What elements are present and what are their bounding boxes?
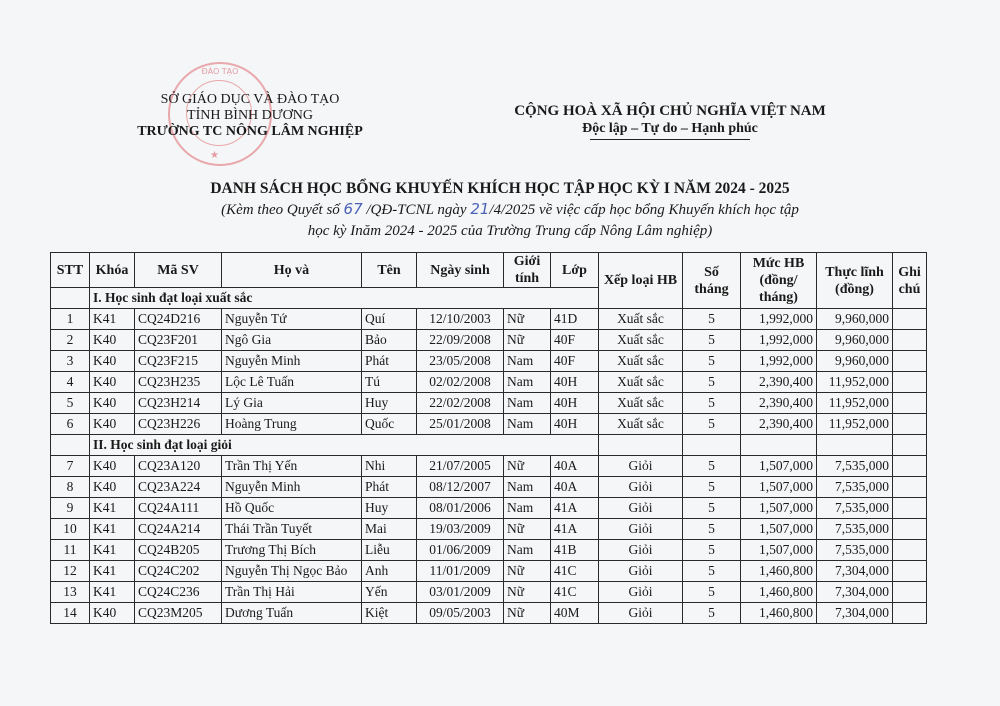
cell-ten: Huy xyxy=(362,498,417,519)
cell-muc: 1,507,000 xyxy=(741,498,817,519)
cell-ho: Ngô Gia xyxy=(222,330,362,351)
cell-tl: 11,952,000 xyxy=(817,372,893,393)
cell-xl: Giỏi xyxy=(599,582,683,603)
org-line-1: SỞ GIÁO DỤC VÀ ĐÀO TẠO xyxy=(160,92,340,107)
subtitle-part-3: /4/2025 về việc cấp học bổng Khuyến khích học tập xyxy=(489,202,799,218)
cell-khoa: K41 xyxy=(90,540,135,561)
country-name: CỘNG HOÀ XÃ HỘI CHỦ NGHĨA VIỆT NAM xyxy=(514,103,826,119)
cell-stt: 9 xyxy=(51,498,90,519)
cell-ten: Huy xyxy=(362,393,417,414)
subtitle-line-2: học kỳ Inăm 2024 - 2025 của Trường Trung cấp Nông Lâm nghiệp) xyxy=(307,223,713,239)
cell-st: 5 xyxy=(683,498,741,519)
cell-xl: Xuất sắc xyxy=(599,309,683,330)
table-row xyxy=(51,477,927,498)
cell-ghi-chu xyxy=(893,477,927,498)
cell-ma: CQ24C236 xyxy=(135,582,222,603)
cell-xl: Giỏi xyxy=(599,498,683,519)
cell-ghi-chu xyxy=(893,456,927,477)
cell-khoa: K41 xyxy=(90,561,135,582)
cell-ns: 23/05/2008 xyxy=(417,351,504,372)
cell-ho: Thái Trần Tuyết xyxy=(222,519,362,540)
cell-st: 5 xyxy=(683,351,741,372)
cell-muc: 1,992,000 xyxy=(741,309,817,330)
header-ngay-sinh: Ngày sinh xyxy=(417,253,504,288)
cell-st: 5 xyxy=(683,540,741,561)
cell-ghi-chu xyxy=(893,540,927,561)
cell-gt: Nam xyxy=(504,498,551,519)
cell-ho: Trần Thị Yến xyxy=(222,456,362,477)
cell-ho: Trần Thị Hải xyxy=(222,582,362,603)
cell-khoa: K40 xyxy=(90,456,135,477)
cell-ghi-chu xyxy=(893,309,927,330)
cell-ho: Dương Tuấn xyxy=(222,603,362,624)
cell-ho: Nguyễn Thị Ngọc Bảo xyxy=(222,561,362,582)
cell-gt: Nam xyxy=(504,477,551,498)
cell-khoa: K40 xyxy=(90,393,135,414)
cell-gt: Nữ xyxy=(504,456,551,477)
cell-ns: 11/01/2009 xyxy=(417,561,504,582)
cell-ma: CQ24A214 xyxy=(135,519,222,540)
cell-muc: 1,992,000 xyxy=(741,351,817,372)
cell-muc: 2,390,400 xyxy=(741,414,817,435)
cell-st: 5 xyxy=(683,372,741,393)
cell-st: 5 xyxy=(683,330,741,351)
national-header xyxy=(498,102,842,140)
cell-muc: 1,460,800 xyxy=(741,561,817,582)
cell-gt: Nữ xyxy=(504,561,551,582)
cell-st: 5 xyxy=(683,414,741,435)
cell-ten: Yến xyxy=(362,582,417,603)
cell-gt: Nam xyxy=(504,351,551,372)
cell-ns: 19/03/2009 xyxy=(417,519,504,540)
table-row xyxy=(51,561,927,582)
cell-ns: 22/09/2008 xyxy=(417,330,504,351)
cell-ten: Mai xyxy=(362,519,417,540)
cell-ghi-chu xyxy=(893,372,927,393)
cell-xl: Giỏi xyxy=(599,561,683,582)
cell-xl: Xuất sắc xyxy=(599,393,683,414)
subtitle-part-1: (Kèm theo Quyết số xyxy=(221,202,344,218)
cell-xl: Giỏi xyxy=(599,519,683,540)
cell-lop: 40F xyxy=(551,351,599,372)
cell-gt: Nam xyxy=(504,414,551,435)
cell-ghi-chu xyxy=(893,330,927,351)
document-subtitle xyxy=(150,199,870,242)
cell-ghi-chu xyxy=(893,498,927,519)
cell-stt: 3 xyxy=(51,351,90,372)
cell-khoa: K41 xyxy=(90,309,135,330)
cell-st: 5 xyxy=(683,393,741,414)
cell-ho: Hoàng Trung xyxy=(222,414,362,435)
cell-ns: 08/12/2007 xyxy=(417,477,504,498)
cell-ghi-chu xyxy=(893,582,927,603)
cell-ghi-chu xyxy=(893,519,927,540)
motto-underline xyxy=(590,139,750,140)
cell-stt: 7 xyxy=(51,456,90,477)
cell-xl: Xuất sắc xyxy=(599,414,683,435)
cell-lop: 40A xyxy=(551,477,599,498)
table-row xyxy=(51,414,927,435)
cell-ghi-chu xyxy=(893,393,927,414)
header-ma-sv: Mã SV xyxy=(135,253,222,288)
table-row xyxy=(51,456,927,477)
cell-ns: 01/06/2009 xyxy=(417,540,504,561)
cell-xl: Giỏi xyxy=(599,540,683,561)
cell-ns: 22/02/2008 xyxy=(417,393,504,414)
cell-lop: 40M xyxy=(551,603,599,624)
cell-gt: Nữ xyxy=(504,330,551,351)
org-line-2: TỈNH BÌNH DƯƠNG xyxy=(187,108,313,123)
cell-tl: 7,535,000 xyxy=(817,477,893,498)
cell-lop: 40F xyxy=(551,330,599,351)
cell-st: 5 xyxy=(683,582,741,603)
section-1-stt xyxy=(51,288,90,309)
table-row xyxy=(51,498,927,519)
cell-ten: Phát xyxy=(362,477,417,498)
cell-ma: CQ23H226 xyxy=(135,414,222,435)
cell-st: 5 xyxy=(683,309,741,330)
cell-lop: 41C xyxy=(551,582,599,603)
cell-ma: CQ23A224 xyxy=(135,477,222,498)
scholarship-table xyxy=(50,252,927,624)
table-row xyxy=(51,330,927,351)
cell-xl: Xuất sắc xyxy=(599,330,683,351)
header-khoa: Khóa xyxy=(90,253,135,288)
cell-ten: Bảo xyxy=(362,330,417,351)
cell-stt: 11 xyxy=(51,540,90,561)
cell-ho: Lý Gia xyxy=(222,393,362,414)
cell-tl: 7,304,000 xyxy=(817,561,893,582)
cell-tl: 9,960,000 xyxy=(817,330,893,351)
stamp-star-icon: ★ xyxy=(210,150,219,161)
cell-khoa: K40 xyxy=(90,372,135,393)
cell-ma: CQ23M205 xyxy=(135,603,222,624)
cell-ho: Hồ Quốc xyxy=(222,498,362,519)
handwritten-decision-number: 67 xyxy=(343,200,363,218)
cell-ten: Anh xyxy=(362,561,417,582)
cell-gt: Nữ xyxy=(504,603,551,624)
cell-ten: Quí xyxy=(362,309,417,330)
cell-xl: Xuất sắc xyxy=(599,372,683,393)
cell-st: 5 xyxy=(683,456,741,477)
cell-ma: CQ24C202 xyxy=(135,561,222,582)
cell-ns: 08/01/2006 xyxy=(417,498,504,519)
header-ghi-chu: Ghi chú xyxy=(893,253,927,309)
section-2-title: II. Học sinh đạt loại giỏi xyxy=(90,435,599,456)
cell-tl: 7,304,000 xyxy=(817,582,893,603)
cell-khoa: K41 xyxy=(90,519,135,540)
cell-stt: 5 xyxy=(51,393,90,414)
cell-gt: Nữ xyxy=(504,519,551,540)
cell-khoa: K40 xyxy=(90,603,135,624)
cell-ho: Lộc Lê Tuấn xyxy=(222,372,362,393)
cell-lop: 41B xyxy=(551,540,599,561)
cell-lop: 40H xyxy=(551,372,599,393)
cell-stt: 1 xyxy=(51,309,90,330)
cell-stt: 6 xyxy=(51,414,90,435)
header-ten: Tên xyxy=(362,253,417,288)
cell-khoa: K40 xyxy=(90,414,135,435)
cell-lop: 40H xyxy=(551,414,599,435)
cell-lop: 41D xyxy=(551,309,599,330)
cell-ten: Tú xyxy=(362,372,417,393)
cell-st: 5 xyxy=(683,519,741,540)
cell-tl: 9,960,000 xyxy=(817,351,893,372)
cell-ma: CQ24A111 xyxy=(135,498,222,519)
cell-stt: 4 xyxy=(51,372,90,393)
cell-st: 5 xyxy=(683,603,741,624)
cell-gt: Nam xyxy=(504,393,551,414)
cell-lop: 41A xyxy=(551,498,599,519)
cell-gt: Nam xyxy=(504,540,551,561)
section-1-title: I. Học sinh đạt loại xuất sắc xyxy=(90,288,599,309)
cell-muc: 1,507,000 xyxy=(741,456,817,477)
header-muc-hb: Mức HB (đồng/ tháng) xyxy=(741,253,817,309)
cell-ns: 25/01/2008 xyxy=(417,414,504,435)
issuer-header xyxy=(110,92,390,140)
cell-st: 5 xyxy=(683,561,741,582)
cell-tl: 7,535,000 xyxy=(817,456,893,477)
cell-muc: 2,390,400 xyxy=(741,372,817,393)
cell-ma: CQ23H235 xyxy=(135,372,222,393)
cell-muc: 1,460,800 xyxy=(741,582,817,603)
cell-ns: 09/05/2003 xyxy=(417,603,504,624)
cell-khoa: K40 xyxy=(90,351,135,372)
cell-tl: 7,304,000 xyxy=(817,603,893,624)
table-row xyxy=(51,351,927,372)
header-thuc-linh: Thực lĩnh (đồng) xyxy=(817,253,893,309)
cell-gt: Nam xyxy=(504,372,551,393)
header-ho-va: Họ và xyxy=(222,253,362,288)
cell-muc: 1,507,000 xyxy=(741,519,817,540)
table-row xyxy=(51,519,927,540)
table-row xyxy=(51,393,927,414)
cell-lop: 41C xyxy=(551,561,599,582)
cell-khoa: K40 xyxy=(90,477,135,498)
cell-ho: Nguyễn Minh xyxy=(222,477,362,498)
header-gioi-tinh: Giới tính xyxy=(504,253,551,288)
section-2-header xyxy=(51,435,927,456)
cell-xl: Giỏi xyxy=(599,603,683,624)
cell-xl: Giỏi xyxy=(599,477,683,498)
cell-ns: 12/10/2003 xyxy=(417,309,504,330)
cell-ma: CQ23H214 xyxy=(135,393,222,414)
cell-st: 5 xyxy=(683,477,741,498)
cell-lop: 40H xyxy=(551,393,599,414)
cell-ma: CQ23F201 xyxy=(135,330,222,351)
cell-tl: 9,960,000 xyxy=(817,309,893,330)
header-lop: Lớp xyxy=(551,253,599,288)
cell-stt: 10 xyxy=(51,519,90,540)
cell-ghi-chu xyxy=(893,414,927,435)
cell-khoa: K40 xyxy=(90,330,135,351)
cell-ten: Nhi xyxy=(362,456,417,477)
cell-stt: 2 xyxy=(51,330,90,351)
cell-ho: Nguyễn Tứ xyxy=(222,309,362,330)
cell-ten: Phát xyxy=(362,351,417,372)
header-xep-loai: Xếp loại HB xyxy=(599,253,683,309)
section-2-stt xyxy=(51,435,90,456)
cell-ma: CQ23A120 xyxy=(135,456,222,477)
cell-ns: 03/01/2009 xyxy=(417,582,504,603)
cell-muc: 2,390,400 xyxy=(741,393,817,414)
cell-ns: 21/07/2005 xyxy=(417,456,504,477)
cell-muc: 1,507,000 xyxy=(741,540,817,561)
cell-ghi-chu xyxy=(893,351,927,372)
cell-gt: Nữ xyxy=(504,582,551,603)
cell-lop: 41A xyxy=(551,519,599,540)
table-row xyxy=(51,582,927,603)
cell-xl: Xuất sắc xyxy=(599,351,683,372)
cell-ten: Kiệt xyxy=(362,603,417,624)
cell-tl: 11,952,000 xyxy=(817,393,893,414)
cell-lop: 40A xyxy=(551,456,599,477)
section-1-rows xyxy=(51,309,927,435)
cell-ten: Liễu xyxy=(362,540,417,561)
cell-muc: 1,507,000 xyxy=(741,477,817,498)
cell-stt: 12 xyxy=(51,561,90,582)
cell-xl: Giỏi xyxy=(599,456,683,477)
cell-tl: 7,535,000 xyxy=(817,519,893,540)
national-motto: Độc lập – Tự do – Hạnh phúc xyxy=(582,121,758,136)
cell-ho: Nguyễn Minh xyxy=(222,351,362,372)
cell-ns: 02/02/2008 xyxy=(417,372,504,393)
cell-muc: 1,992,000 xyxy=(741,330,817,351)
table-row xyxy=(51,540,927,561)
stamp-rim-text: ĐÀO TẠO xyxy=(201,67,239,76)
school-name: TRƯỜNG TC NÔNG LÂM NGHIỆP xyxy=(137,124,363,139)
cell-ma: CQ24B205 xyxy=(135,540,222,561)
cell-ma: CQ23F215 xyxy=(135,351,222,372)
cell-muc: 1,460,800 xyxy=(741,603,817,624)
cell-ghi-chu xyxy=(893,603,927,624)
document-title: DANH SÁCH HỌC BỔNG KHUYẾN KHÍCH HỌC TẬP HỌC KỲ I NĂM 2024 - 2025 xyxy=(210,180,790,197)
cell-tl: 7,535,000 xyxy=(817,540,893,561)
cell-ten: Quốc xyxy=(362,414,417,435)
header-so-thang: Số tháng xyxy=(683,253,741,309)
cell-stt: 8 xyxy=(51,477,90,498)
cell-tl: 7,535,000 xyxy=(817,498,893,519)
cell-ma: CQ24D216 xyxy=(135,309,222,330)
section-2-rows xyxy=(51,456,927,624)
cell-ho: Trương Thị Bích xyxy=(222,540,362,561)
cell-tl: 11,952,000 xyxy=(817,414,893,435)
cell-ghi-chu xyxy=(893,561,927,582)
cell-stt: 14 xyxy=(51,603,90,624)
subtitle-part-2: /QĐ-TCNL ngày xyxy=(362,202,471,218)
table-row xyxy=(51,372,927,393)
table-row xyxy=(51,603,927,624)
header-stt: STT xyxy=(51,253,90,288)
cell-khoa: K41 xyxy=(90,582,135,603)
cell-gt: Nữ xyxy=(504,309,551,330)
table-row xyxy=(51,309,927,330)
cell-khoa: K41 xyxy=(90,498,135,519)
handwritten-day: 21 xyxy=(470,200,490,218)
cell-stt: 13 xyxy=(51,582,90,603)
